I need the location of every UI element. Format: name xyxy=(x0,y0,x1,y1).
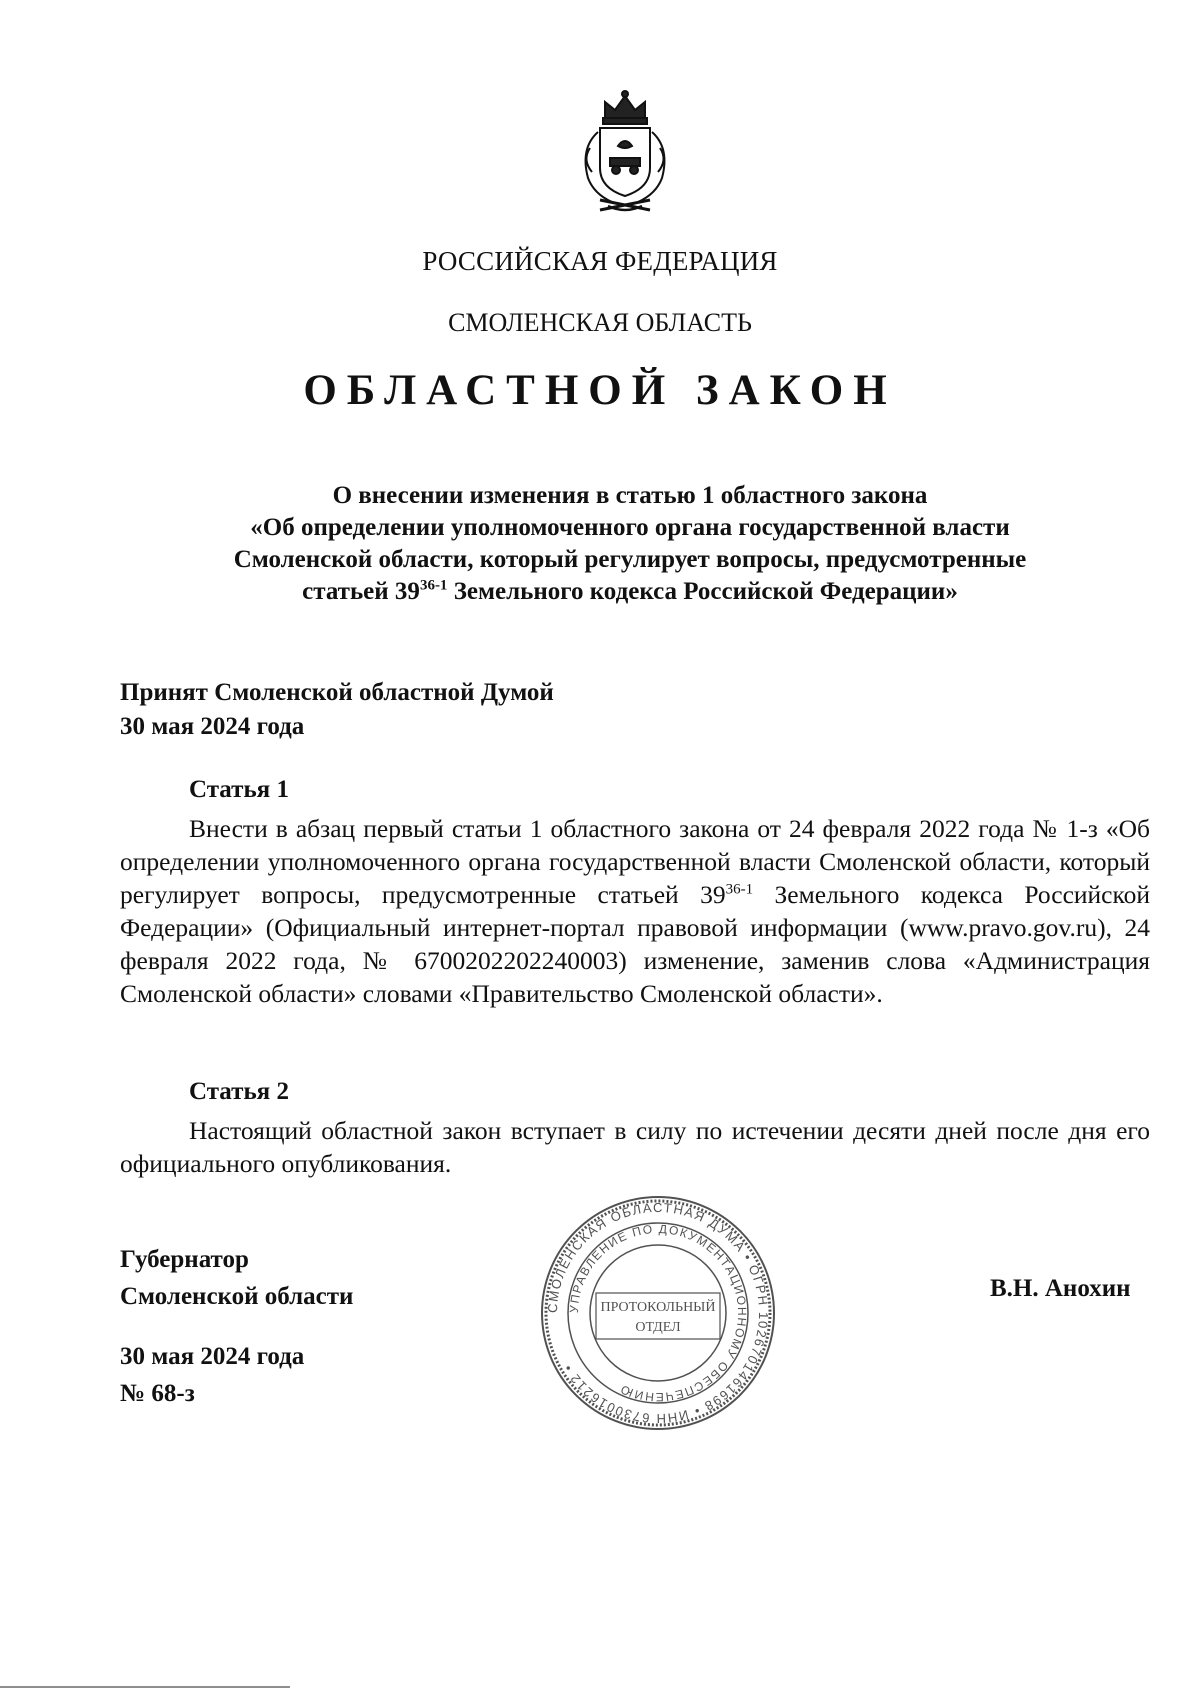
law-title-line xyxy=(160,576,1100,608)
law-number: № 68-з xyxy=(120,1380,195,1407)
article-2-text: Настоящий областной закон вступает в силу по истечении десяти дней после дня его официального опубликования. xyxy=(120,1116,1150,1178)
law-title xyxy=(160,480,1100,608)
law-title-text: Земельного кодекса Российской Федерации» xyxy=(447,578,958,605)
article-1-text-part: Земельного кодекса Российской Федерации» (Официальный интернет-портал правовой информации (www.pravo.gov.ru), 24 февраля 2022 года, № 6700202202240003) изменение, заменив слова «Администрация Смоленской области» словами «Правительство Смоленской области». xyxy=(120,880,1150,1008)
article-superscript: 36-1 xyxy=(725,881,754,898)
region-heading: СМОЛЕНСКАЯ ОБЛАСТЬ xyxy=(448,308,752,337)
article-1-heading: Статья 1 xyxy=(189,776,289,803)
law-title-line: О внесении изменения в статью 1 областного закона xyxy=(332,482,928,509)
stamp-center-line: ОТДЕЛ xyxy=(635,1320,681,1335)
signatory-position-line: Губернатор xyxy=(120,1246,249,1273)
scan-artifact-line xyxy=(0,1686,290,1688)
stamp-outer-text: СМОЛЕНСКАЯ ОБЛАСТНАЯ ДУМА • ОГРН 1026701461698 • ИНН 6730016212 • xyxy=(544,1199,772,1427)
stamp-center-line: ПРОТОКОЛЬНЫЙ xyxy=(600,1300,716,1315)
official-stamp xyxy=(538,1193,778,1433)
signatory-position xyxy=(120,1241,353,1315)
article-2-heading: Статья 2 xyxy=(189,1078,289,1105)
coat-of-arms-icon xyxy=(560,88,690,218)
adoption-note xyxy=(120,676,554,744)
law-title-line: Смоленской области, который регулирует вопросы, предусмотренные xyxy=(233,546,1027,573)
law-date: 30 мая 2024 года xyxy=(120,1343,305,1370)
country-heading: РОССИЙСКАЯ ФЕДЕРАЦИЯ xyxy=(422,246,778,276)
law-title-line: «Об определении уполномоченного органа государственной власти xyxy=(250,514,1010,541)
signatory-name: В.Н. Анохин xyxy=(990,1275,1131,1302)
article-superscript: 36-1 xyxy=(419,577,448,594)
adoption-body: Принят Смоленской областной Думой xyxy=(120,679,554,706)
signatory-position-line: Смоленской области xyxy=(120,1283,354,1310)
stamp-inner-text: УПРАВЛЕНИЕ ПО ДОКУМЕНТАЦИОННОМУ ОБЕСПЕЧЕНИЮ xyxy=(566,1221,750,1405)
law-date-number xyxy=(120,1338,304,1412)
document-type-heading: ОБЛАСТНОЙ ЗАКОН xyxy=(303,367,897,414)
article-1-text-part: Внести в абзац первый статьи 1 областного закона от 24 февраля 2022 года № 1-з «Об определении уполномоченного органа государственной власти Смоленской области, который регулирует вопросы, предусмотренные статьей 39 xyxy=(120,814,1150,909)
article-1-text xyxy=(120,812,1150,1010)
adoption-date: 30 мая 2024 года xyxy=(120,713,305,740)
law-title-text: статьей 39 xyxy=(302,578,420,605)
